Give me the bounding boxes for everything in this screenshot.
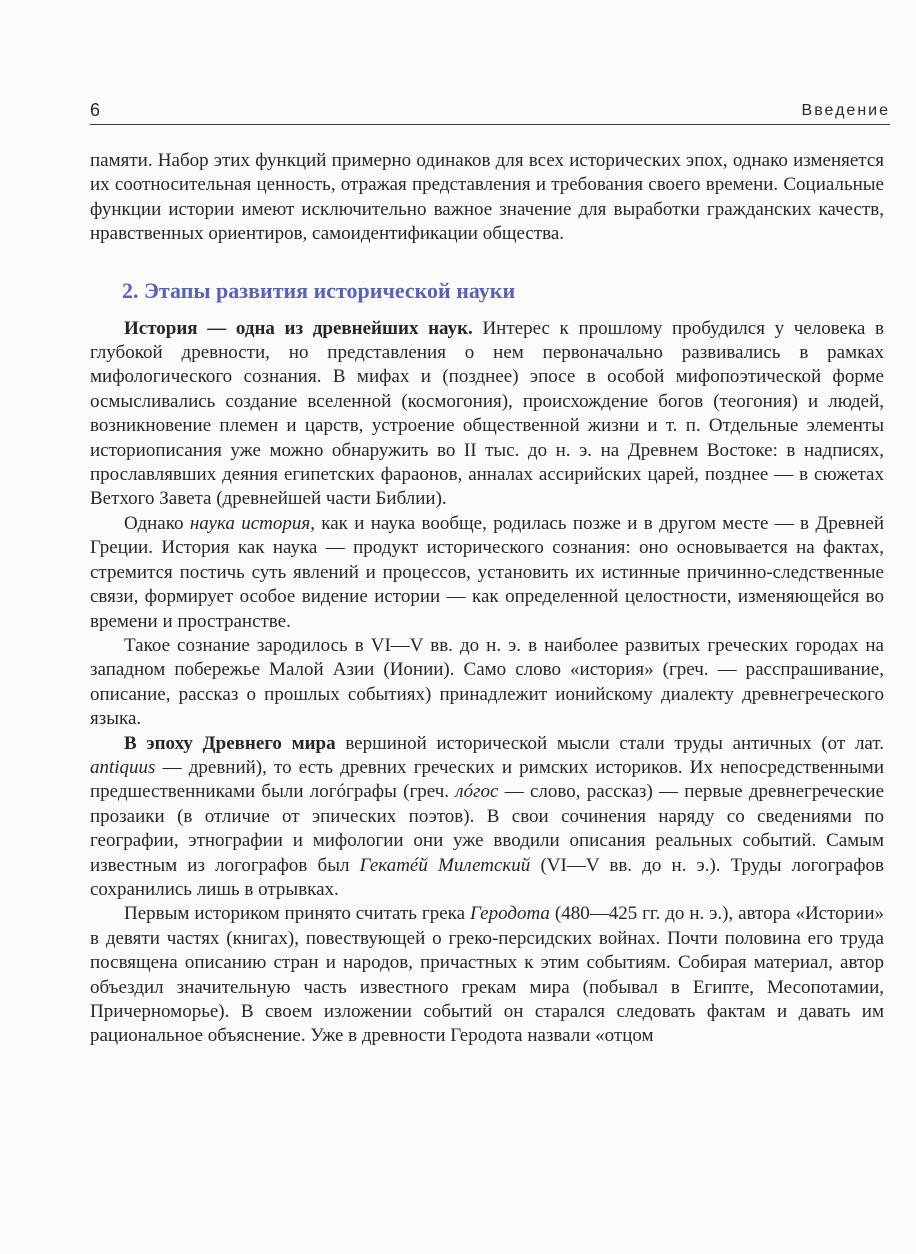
paragraph-text: Интерес к прошлому пробудился у человека в глубокой древности, но представления о нем первоначально развивались в рамках мифологического сознания. В мифах и (позднее) эпосе в особой мифопоэтической форме осмысливались создание вселенной (космогония), происхождение богов (теогония) и людей, возникновение племен и царств, устроение общественной жизни и т. п. Отдельные элементы историописания уже можно обнаружить во II тыс. до н. э. на Древнем Востоке: в надписях, прославлявших деяния египетских фараонов, анналах ассирийских царей, позднее — в сюжетах Ветхого Завета (древнейшей части Библии). xyxy=(90,317,884,510)
paragraph-herodotus xyxy=(90,902,884,1048)
paragraph-text: Однако xyxy=(124,512,190,534)
paragraph-lead: История — одна из древнейших наук. xyxy=(124,317,473,339)
italic-term: лóгос xyxy=(455,781,499,803)
page-header xyxy=(90,98,890,125)
page-body xyxy=(90,149,884,1049)
italic-term: Геродота xyxy=(469,903,550,925)
italic-term: antiquus xyxy=(90,756,156,778)
section-title: 2. Этапы развития исторической науки xyxy=(122,277,516,303)
intro-paragraph: памяти. Набор этих функций примерно одинаков для всех исторических эпох, однако изменяется их соотносительная ценность, отражая представления и требования своего времени. Социальные функции истории имеют исключительно важное значение для выработки гражданских качеств, нравственных ориентиров, самоидентификации общества. xyxy=(90,150,884,245)
paragraph-text: , как и наука вообще, родилась позже и в другом месте — в Древней Греции. История как наука — продукт исторического сознания: оно основывается на фактах, стремится постичь суть явлений и процессов, установить их истинные причинно-следственные связи, формирует особое видение истории — как определенной целостности, изменяющейся во времени и пространстве. xyxy=(90,512,884,632)
paragraph-lead: В эпоху Древнего мира xyxy=(124,732,336,754)
paragraph-ancient-world xyxy=(90,732,884,903)
paragraph-history-as-science xyxy=(90,512,884,634)
paragraph-text: вершиной исторической мысли стали труды античных (от лат. xyxy=(335,732,884,754)
paragraph-history-ancient-science xyxy=(90,317,884,512)
paragraph-ionia: Такое сознание зародилось в VI—V вв. до н. э. в наиболее развитых греческих городах на западном побережье Малой Азии (Ионии). Само слово «история» (греч. — расспрашивание, описание, рассказ о прошлых событиях) принадлежит ионийскому диалекту древнегреческого языка. xyxy=(90,634,884,730)
italic-term: Гекатéй Милетский xyxy=(359,854,531,876)
paragraph-text: — слово, рассказ) — первые древнегреческие прозаики (в отличие от эпических поэтов). В свои сочинения наряду со сведениями по географии, этнографии и мифологии они уже вводили описания реальных событий. Самым известным из логографов был xyxy=(90,781,885,876)
paragraph-text: — древний), то есть древних греческих и римских историков. Их непосредственными предшественниками были логóграфы (греч. xyxy=(90,756,884,803)
page-number: 6 xyxy=(90,100,101,120)
running-head: Введение xyxy=(801,102,890,119)
paragraph-text: Первым историком принято считать грека xyxy=(124,903,470,925)
paragraph-text: (VI—V вв. до н. э.). Труды логографов сохранились лишь в отрывках. xyxy=(90,854,884,900)
paragraph-text: (480—425 гг. до н. э.), автора «Истории» в девяти частях (книгах), повествующей о греко-персидских войнах. Почти половина его труда посвящена описанию стран и народов, причастных к этим событиям. Собирая материал, автор объездил значительную часть известного грекам мира (побывал в Египте, Месопотамии, Причерноморье). В своем изложении событий он старался следовать фактам и давать им рациональное объяснение. Уже в древности Геродота назвали «отцом xyxy=(90,903,884,1047)
italic-term: наука история xyxy=(189,512,311,534)
